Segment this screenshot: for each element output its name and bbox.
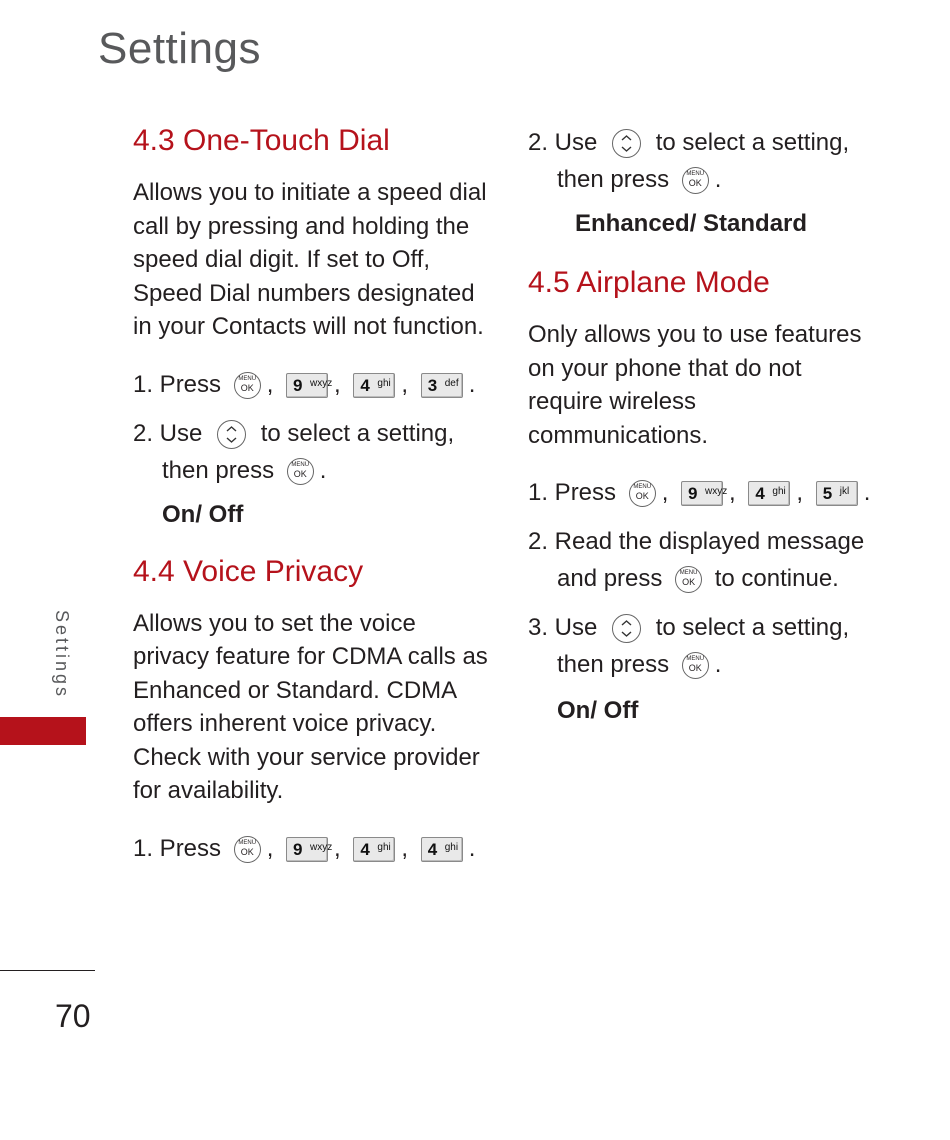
step-label: 1. Press	[133, 370, 222, 398]
key-9-icon: 9 wxyz	[286, 373, 328, 398]
footer-divider	[0, 970, 95, 971]
one-touch-step-1: 1. Press MENU OK , 9 wxyz , 4 ghi , 3 def .	[133, 370, 476, 398]
step-text: then press	[557, 166, 670, 193]
key-4-icon: 4 ghi	[353, 373, 395, 398]
side-tab-marker	[0, 717, 86, 745]
step-label: 1. Press	[528, 479, 617, 506]
menu-ok-key-icon: MENU OK	[675, 566, 702, 593]
navigation-key-icon	[612, 614, 641, 643]
airplane-options: On/ Off	[557, 697, 639, 724]
voice-privacy-step-2: 2. Use to select a setting, then press MENU OK .	[528, 129, 850, 193]
page-title: Settings	[98, 24, 261, 73]
step-label: 3. Use	[528, 614, 598, 641]
section-title-airplane-mode: 4.5 Airplane Mode	[528, 266, 770, 299]
menu-ok-key-icon: MENU OK	[629, 480, 656, 507]
key-5-icon: 5 jkl	[816, 481, 858, 506]
navigation-key-icon	[217, 420, 246, 449]
step-text: then press	[162, 456, 275, 484]
step-label: 2. Use	[528, 129, 598, 156]
airplane-description: Only allows you to use features on your phone that do not require wireless communications.	[528, 321, 862, 449]
menu-ok-key-icon: MENU OK	[287, 458, 314, 485]
airplane-step-3: 3. Use to select a setting, then press MENU OK .	[528, 614, 850, 678]
menu-ok-key-icon: MENU OK	[682, 167, 709, 194]
page-number: 70	[55, 998, 91, 1034]
menu-ok-key-icon: MENU OK	[234, 372, 261, 399]
key-3-icon: 3 def	[421, 373, 463, 398]
key-4-icon: 4 ghi	[353, 837, 395, 862]
step-label: 2. Use	[133, 419, 203, 447]
menu-ok-key-icon: MENU OK	[682, 652, 709, 679]
left-column	[133, 118, 488, 879]
key-9-icon: 9 wxyz	[681, 481, 723, 506]
menu-ok-key-icon: MENU OK	[234, 836, 261, 863]
step-text: 2. Read the displayed message	[528, 528, 865, 555]
side-tab-label: Settings	[52, 610, 72, 700]
step-text: to select a setting,	[260, 419, 455, 447]
one-touch-description: Allows you to initiate a speed dial call by pressing and holding the speed dial digit. If set to Off, Speed Dial numbers designated in your Contacts will not function.	[133, 179, 487, 340]
one-touch-options: On/ Off	[162, 500, 244, 528]
voice-privacy-options: Enhanced/ Standard	[575, 210, 808, 237]
airplane-step-1: 1. Press MENU OK , 9 wxyz , 4 ghi , 5 jkl .	[528, 479, 871, 506]
key-9-icon: 9 wxyz	[286, 837, 328, 862]
step-text: to select a setting,	[655, 614, 850, 641]
one-touch-step-2: 2. Use to select a setting, then press MENU OK .	[133, 419, 455, 484]
voice-privacy-step-1: 1. Press MENU OK , 9 wxyz , 4 ghi , 4 ghi .	[133, 834, 476, 862]
step-text: to select a setting,	[655, 129, 850, 156]
voice-privacy-description: Allows you to set the voice privacy feature for CDMA calls as Enhanced or Standard. CDMA offers inherent voice privacy. Check with your service provider for availability.	[133, 609, 488, 804]
step-text: then press	[557, 651, 670, 678]
step-text: to continue.	[714, 565, 839, 592]
airplane-step-2	[528, 523, 883, 597]
navigation-key-icon	[612, 129, 641, 158]
section-title-one-touch-dial: 4.3 One-Touch Dial	[133, 124, 390, 157]
step-label: 1. Press	[133, 834, 222, 862]
right-column	[528, 124, 883, 751]
key-4-icon: 4 ghi	[421, 837, 463, 862]
section-title-voice-privacy: 4.4 Voice Privacy	[133, 554, 364, 588]
step-text: and press	[557, 565, 663, 592]
key-4-icon: 4 ghi	[748, 481, 790, 506]
